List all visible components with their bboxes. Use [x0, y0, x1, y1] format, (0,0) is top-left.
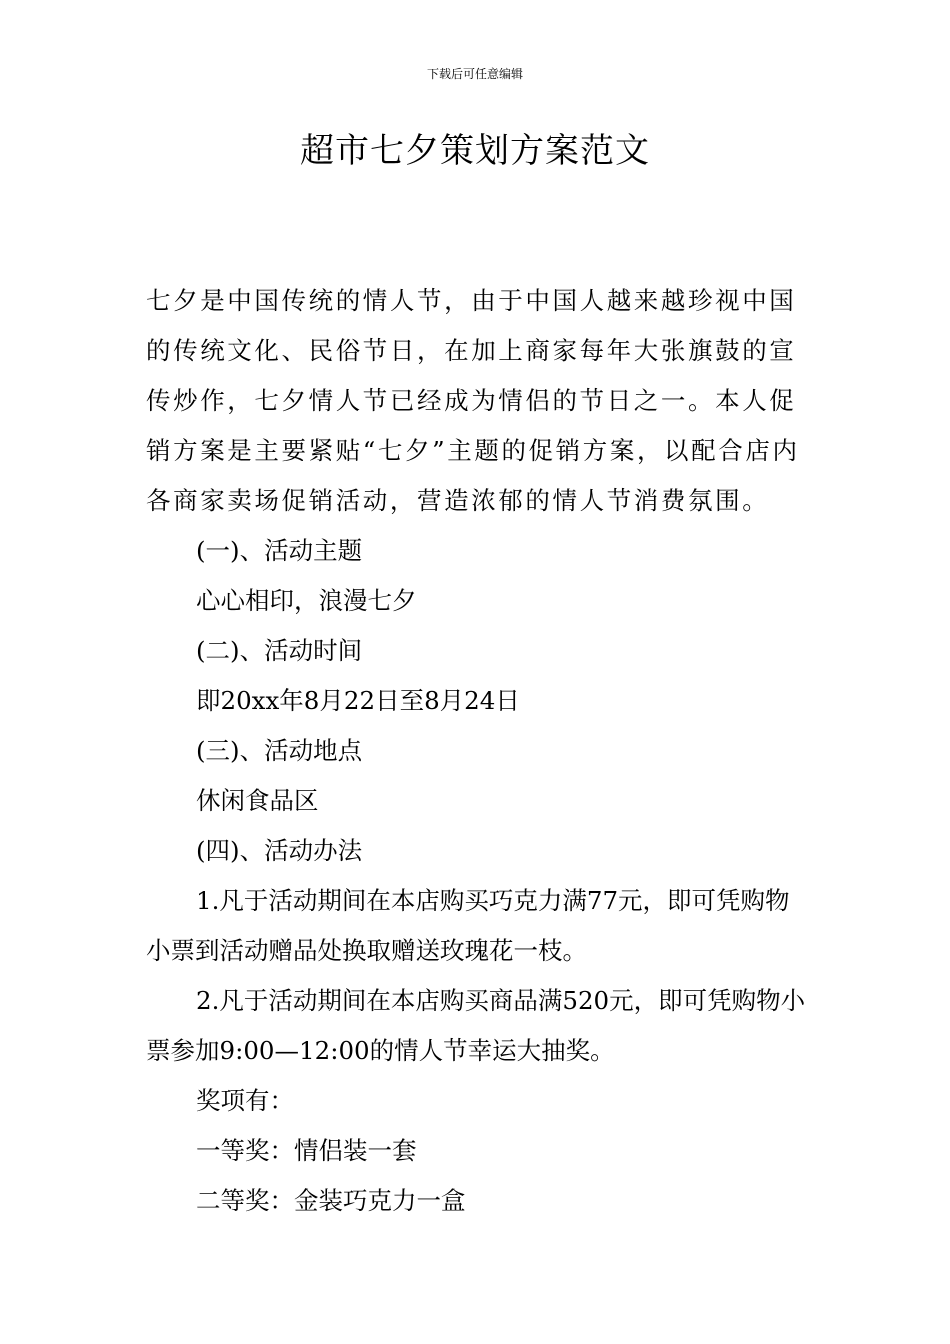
theme-text: 心心相印，浪漫七夕 — [196, 586, 417, 615]
prizes-heading: 奖项有： — [196, 1086, 294, 1115]
place-text: 休闲食品区 — [196, 786, 319, 815]
prize-first: 一等奖：情侣装一套 — [196, 1136, 417, 1165]
prize-second: 二等奖：金装巧克力一盒 — [196, 1186, 466, 1215]
method-item-2: 2.凡于活动期间在本店购买商品满520元，即可凭购物小票参加9:00—12:00的情人节幸运大抽奖。 — [146, 986, 806, 1065]
page-header-note: 下载后可任意编辑 — [426, 67, 523, 81]
place-heading: (三)、活动地点 — [196, 736, 363, 765]
theme-heading: (一)、活动主题 — [196, 536, 363, 565]
time-text: 即20xx年8月22日至8月24日 — [196, 686, 520, 715]
time-heading: (二)、活动时间 — [196, 636, 363, 665]
document-title: 超市七夕策划方案范文 — [300, 131, 650, 171]
document-body — [146, 276, 810, 1226]
intro-paragraph: 七夕是中国传统的情人节，由于中国人越来越珍视中国的传统文化、民俗节日，在加上商家每年大张旗鼓的宣传炒作，七夕情人节已经成为情侣的节日之一。本人促销方案是主要紧贴“七夕”主题的促销方案，以配合店内各商家卖场促销活动，营造浓郁的情人节消费氛围。 — [146, 286, 800, 515]
method-item-1: 1.凡于活动期间在本店购买巧克力满77元，即可凭购物小票到活动赠品处换取赠送玫瑰花一枝。 — [146, 886, 790, 965]
method-heading: (四)、活动办法 — [196, 836, 363, 865]
